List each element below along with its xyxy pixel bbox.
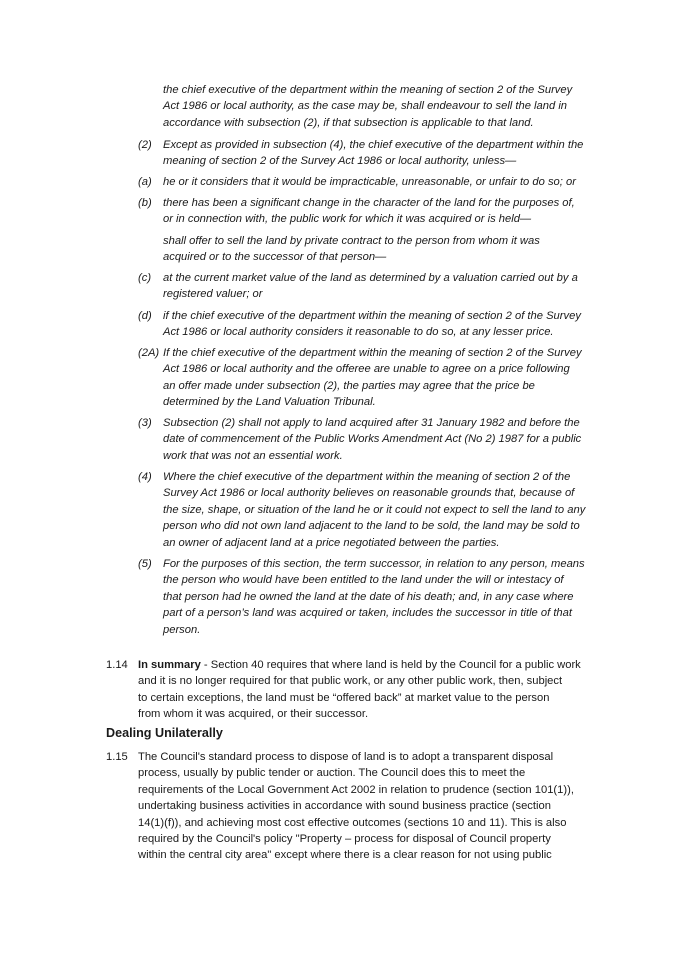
text-line: If the chief executive of the department within the meaning of section 2 of the Survey [163, 347, 582, 359]
text-line: and it is no longer required for that public work, or any other public work, then, subject [138, 675, 563, 688]
text-line: there has been a significant change in the character of the land for the purposes of, [163, 197, 575, 209]
clause-label: (a) [138, 176, 152, 188]
text-line: required by the Council's policy "Property – process for disposal of Council property [138, 833, 551, 846]
paragraph-1-15 [138, 749, 574, 864]
clause-label: (2A) [138, 347, 160, 359]
text-line: Act 1986 or local authority, as the case may be, shall endeavour to sell the land in [163, 100, 568, 113]
clause-label: (4) [138, 471, 152, 483]
text-line: 14(1)(f)), and achieving most cost effective outcomes (sections 10 and 11). This is also [138, 816, 567, 829]
clause-2a-text [163, 345, 582, 411]
text-line: an offer made under subsection (2), the parties may agree that the price be [163, 379, 535, 392]
text-line: determined by the Land Valuation Tribunal. [163, 396, 376, 409]
clause-4-text [163, 469, 585, 551]
text-line: Act 1986 or local authority and the offeree are unable to agree on a price following [163, 363, 570, 376]
text-rest: - Section 40 requires that where land is held by the Council for a public work [200, 659, 581, 671]
text-line: accordance with subsection (2), if that subsection is applicable to that land. [163, 116, 534, 129]
text-line: within the central city area" except where there is a clear reason for not using public [138, 849, 552, 862]
intro-block [163, 82, 572, 131]
text-line: acquired or to the successor of that person— [163, 251, 387, 264]
text-line: an owner of adjacent land at a price negotiated between the parties. [163, 536, 500, 549]
paragraph-number: 1.15 [106, 751, 128, 763]
text-line: Where the chief executive of the department within the meaning of section 2 of the [163, 471, 571, 483]
text-line: registered valuer; or [163, 288, 263, 301]
clause-c-text [163, 270, 578, 303]
text-line: the size, shape, or situation of the land he or it could not expect to sell the land to any [163, 503, 586, 516]
text-line: the chief executive of the department within the meaning of section 2 of the Survey [163, 84, 573, 96]
text-line: person who did not own land adjacent to the land to be sold, the land may be sold to [163, 520, 580, 533]
bold-lead: In summary [138, 659, 201, 671]
text-line: undertaking business activities in accordance with sound business practice (section [138, 800, 551, 813]
clause-label: (c) [138, 272, 152, 284]
text-line: date of commencement of the Public Works Amendment Act (No 2) 1987 for a public [163, 433, 582, 446]
text-line: at the current market value of the land as determined by a valuation carried out by a [163, 272, 578, 284]
text-line: from whom it was acquired, or their successor. [138, 708, 369, 721]
text-line: to certain exceptions, the land must be “offered back” at market value to the person [138, 691, 550, 704]
text-line [138, 657, 581, 673]
clause-b-text [163, 195, 575, 228]
text-line: work that was not an essential work. [163, 449, 343, 462]
text-line: requirements of the Local Government Act 2002 in relation to prudence (section 101(1)), [138, 783, 574, 796]
text-line: For the purposes of this section, the term successor, in relation to any person, means [163, 558, 585, 570]
offer-text [163, 233, 540, 266]
text-line: Except as provided in subsection (4), the chief executive of the department within the [163, 139, 584, 151]
text-line: person. [163, 623, 201, 636]
text-line: that person had he owned the land at the date of his death; and, in any case where [163, 590, 574, 603]
text-line: The Council's standard process to dispose of land is to adopt a transparent disposal [138, 751, 554, 763]
text-line: or in connection with, the public work for which it was acquired or is held— [163, 213, 532, 226]
text-line: Act 1986 or local authority considers it reasonable to do so, at any lesser price. [163, 326, 554, 339]
text-line: Subsection (2) shall not apply to land acquired after 31 January 1982 and before the [163, 417, 580, 429]
text-line: Survey Act 1986 or local authority believes on reasonable grounds that, because of [163, 487, 575, 500]
text-line: he or it considers that it would be impracticable, unreasonable, or unfair to do so; or [163, 176, 576, 188]
clause-label: (b) [138, 197, 152, 209]
clause-label: (d) [138, 310, 152, 322]
section-heading: Dealing Unilaterally [106, 726, 223, 740]
text-line: the person who would have been entitled to the land under the will or intestacy of [163, 574, 564, 587]
clause-3-text [163, 415, 581, 464]
paragraph-number: 1.14 [106, 659, 128, 671]
text-line: part of a person’s land was acquired or taken, includes the successor in title of that [163, 607, 572, 620]
clause-2-text [163, 137, 583, 170]
paragraph-1-14 [138, 657, 581, 723]
clause-label: (5) [138, 558, 152, 570]
text-line: if the chief executive of the department within the meaning of section 2 of the Survey [163, 310, 581, 322]
text-line: meaning of section 2 of the Survey Act 1986 or local authority, unless— [163, 155, 517, 168]
text-line: process, usually by public tender or auction. The Council does this to meet the [138, 767, 526, 780]
clause-label: (2) [138, 139, 152, 151]
clause-d-text [163, 308, 581, 341]
clause-5-text [163, 556, 585, 638]
clause-a-text [163, 174, 576, 190]
text-line: shall offer to sell the land by private contract to the person from whom it was [163, 235, 540, 247]
clause-label: (3) [138, 417, 152, 429]
